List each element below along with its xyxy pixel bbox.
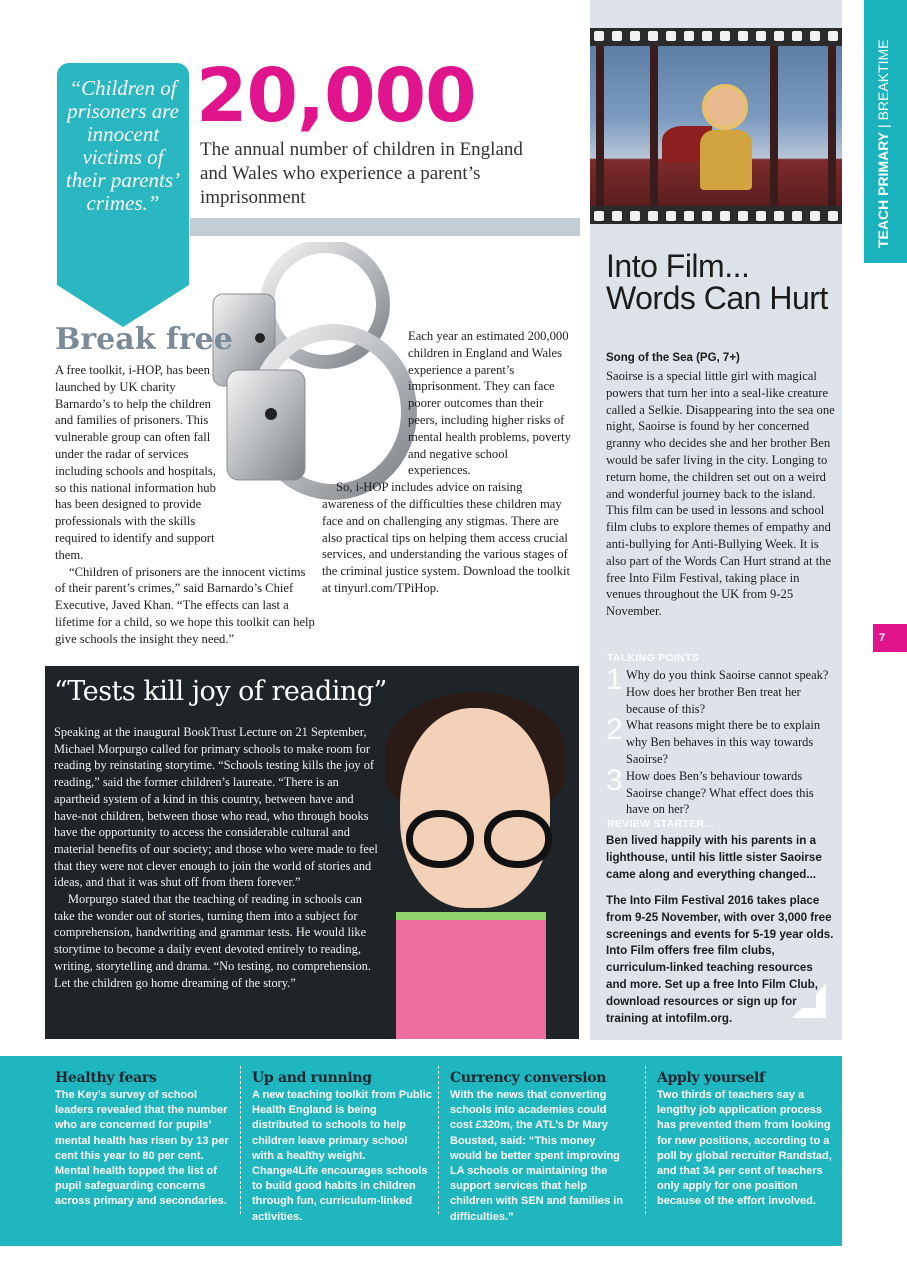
film-scene <box>590 46 842 206</box>
section-tab <box>864 0 907 263</box>
break-free-column-b <box>322 328 572 597</box>
news-text: Two thirds of teachers say a lengthy job application process has prevented them from looking for new positions, according to a poll by global recruiter Randstad, and that 34 per cent of teachers only apply for one position because of the effort involved. <box>657 1089 832 1208</box>
page-number: 7 <box>873 624 907 652</box>
review-starter-label: REVIEW STARTER... <box>607 818 714 830</box>
column-divider <box>240 1066 241 1214</box>
film-strip-bottom <box>590 208 842 224</box>
news-apply-yourself <box>657 1070 837 1210</box>
stat-caption: The annual number of children in England and Wales who experience a parent’s imprisonment <box>200 139 523 208</box>
break-free-heading: Break free <box>55 322 233 357</box>
list-item <box>606 663 836 717</box>
paragraph: Each year an estimated 200,000 children in England and Wales experience a parent’s imprisonment. They can face poorer outcomes than their peers, including higher risks of mental health problems, poverty and negative school experiences. <box>408 329 571 478</box>
divider-band <box>190 218 580 236</box>
news-text: A new teaching toolkit from Public Health England is being distributed to schools to help children leave primary school with a healthy weight. Change4Life encourages schools to build good habits in children through fun, curriculum-linked activities. <box>252 1089 432 1223</box>
list-number: 2 <box>606 713 623 747</box>
list-text: Why do you think Saoirse cannot speak? How does her brother Ben treat her because of this? <box>626 668 829 716</box>
film-description: Saoirse is a special little girl with magical powers that turn her into a seal-like creature called a Selkie. Disappearing into the sea one night, Saoirse is found by her concerned granny who decides she and her brother Ben would be safer living in the city. Longing to return home, the children set out on a weird and wonderful journey back to the island. This film can be used in lessons and school film clubs to explore themes of empathy and anti-bullying for Anti-Bullying Week. It is also part of the Words Can Hurt strand at the free Into Film Festival, taking place in venues throughout the UK from 9-25 November. <box>606 369 835 619</box>
pull-quote: “Children of prisoners are innocent victims of their parents’ crimes.” <box>65 76 181 215</box>
news-text: With the news that converting schools into academies could cost £320m, the ATL’s Dr Mary Bousted, said: “This money would be better spent improving LA schools or maintaining the support services that help children with SEN and families in difficulties.” <box>450 1089 623 1223</box>
glasses-left <box>406 810 474 868</box>
list-item <box>606 763 836 818</box>
break-free-column-a <box>55 362 315 648</box>
paragraph: So, i-HOP includes advice on raising awareness of the difficulties these children may face and on challenging any stigmas. There are also practical tips on helping them access crucial services, and understanding the various stages of the criminal justice system. Download the toolkit at tinyurl.com/TPiHop. <box>322 480 570 595</box>
news-title: Healthy fears <box>55 1070 157 1086</box>
talking-points-label: TALKING POINTS <box>607 652 700 664</box>
column-divider <box>438 1066 439 1214</box>
paragraph: Speaking at the inaugural BookTrust Lecture on 21 September, Michael Morpurgo called for primary schools to make room for reading by reinstating storytime. “Schools testing kills the joy of reading,” said the former children’s laureate. “There is an apartheid system of a kind in this country, between have and have-not children, between those who read, who through books have the opportunity to access the considerable cultural and material benefits of our society; and those who were made to feel that they were not clever enough to join the world of stories and ideas, and that it was shut off from them forever.” <box>54 725 378 890</box>
news-currency-conversion <box>450 1070 630 1225</box>
paragraph: “Children of prisoners are the innocent victims of their parent’s crimes,” said Barnardo’s Chief Executive, Javed Khan. “The effects can last a lifetime for a child, so we hope this toolkit can help give schools the insight they need.” <box>55 564 315 646</box>
festival-text: The Into Film Festival 2016 takes place from 9-25 November, with over 3,000 free screenings and events for 5-19 year olds. Into Film offers free film clubs, curriculum-linked teaching resources and more. Set up a free Into Film Club, download resources or sign up for training at intofilm.org. <box>606 894 834 1025</box>
review-starter-text: Ben lived happily with his parents in a lighthouse, until his little sister Saoirse came along and everything changed... <box>606 834 822 881</box>
news-healthy-fears <box>55 1070 235 1210</box>
film-subtitle: Song of the Sea (PG, 7+) <box>606 352 740 364</box>
news-up-and-running <box>252 1070 432 1225</box>
film-strip-top <box>590 28 842 44</box>
section-tab-label: TEACH PRIMARY | BREAKTIME <box>875 39 891 248</box>
quote-bubble <box>57 63 189 285</box>
corner-arrow-icon <box>786 978 834 1026</box>
list-text: What reasons might there be to explain why Ben behaves in this way towards Saoirse? <box>626 718 821 766</box>
list-number: 3 <box>606 763 623 797</box>
tests-title: “Tests kill joy of reading” <box>54 676 387 707</box>
list-number: 1 <box>606 663 623 696</box>
glasses-right <box>484 810 552 868</box>
paragraph: Morpurgo stated that the teaching of reading in schools can take the wonder out of stories, turning them into a subject for comprehension, handwriting and grammar tests. He would like storytime to become a daily event devoted entirely to reading, writing, storytelling and drama. “No testing, no comprehension. Let the children go home dreaming of the story.” <box>54 892 371 990</box>
list-item <box>606 713 836 767</box>
tests-body <box>54 724 384 991</box>
column-divider <box>645 1066 646 1214</box>
list-text: How does Ben’s behaviour towards Saoirse change? What effect does this have on her? <box>626 768 814 817</box>
girl-photo <box>400 708 550 908</box>
paragraph: A free toolkit, i-HOP, has been launched by UK charity Barnardo’s to help the children and families of prisoners. This vulnerable group can often fall under the radar of services including schools and hospitals, so this national information hub has been designed to provide professionals with the skills required to identify and support them. <box>55 363 216 562</box>
stat-number: 20,000 <box>196 53 476 139</box>
news-title: Currency conversion <box>450 1070 607 1086</box>
film-title: Into Film... Words Can Hurt <box>606 248 828 316</box>
news-title: Apply yourself <box>657 1070 765 1086</box>
news-title: Up and running <box>252 1070 372 1086</box>
talking-points-list <box>606 663 836 818</box>
news-text: The Key’s survey of school leaders revealed that the number who are concerned for pupils’ mental health has risen by 13 per cent this year to 80 per cent. Mental health topped the list of pupil safeguarding concerns across primary and secondaries. <box>55 1089 229 1208</box>
film-still-image <box>590 28 842 224</box>
pink-book <box>396 912 546 1039</box>
